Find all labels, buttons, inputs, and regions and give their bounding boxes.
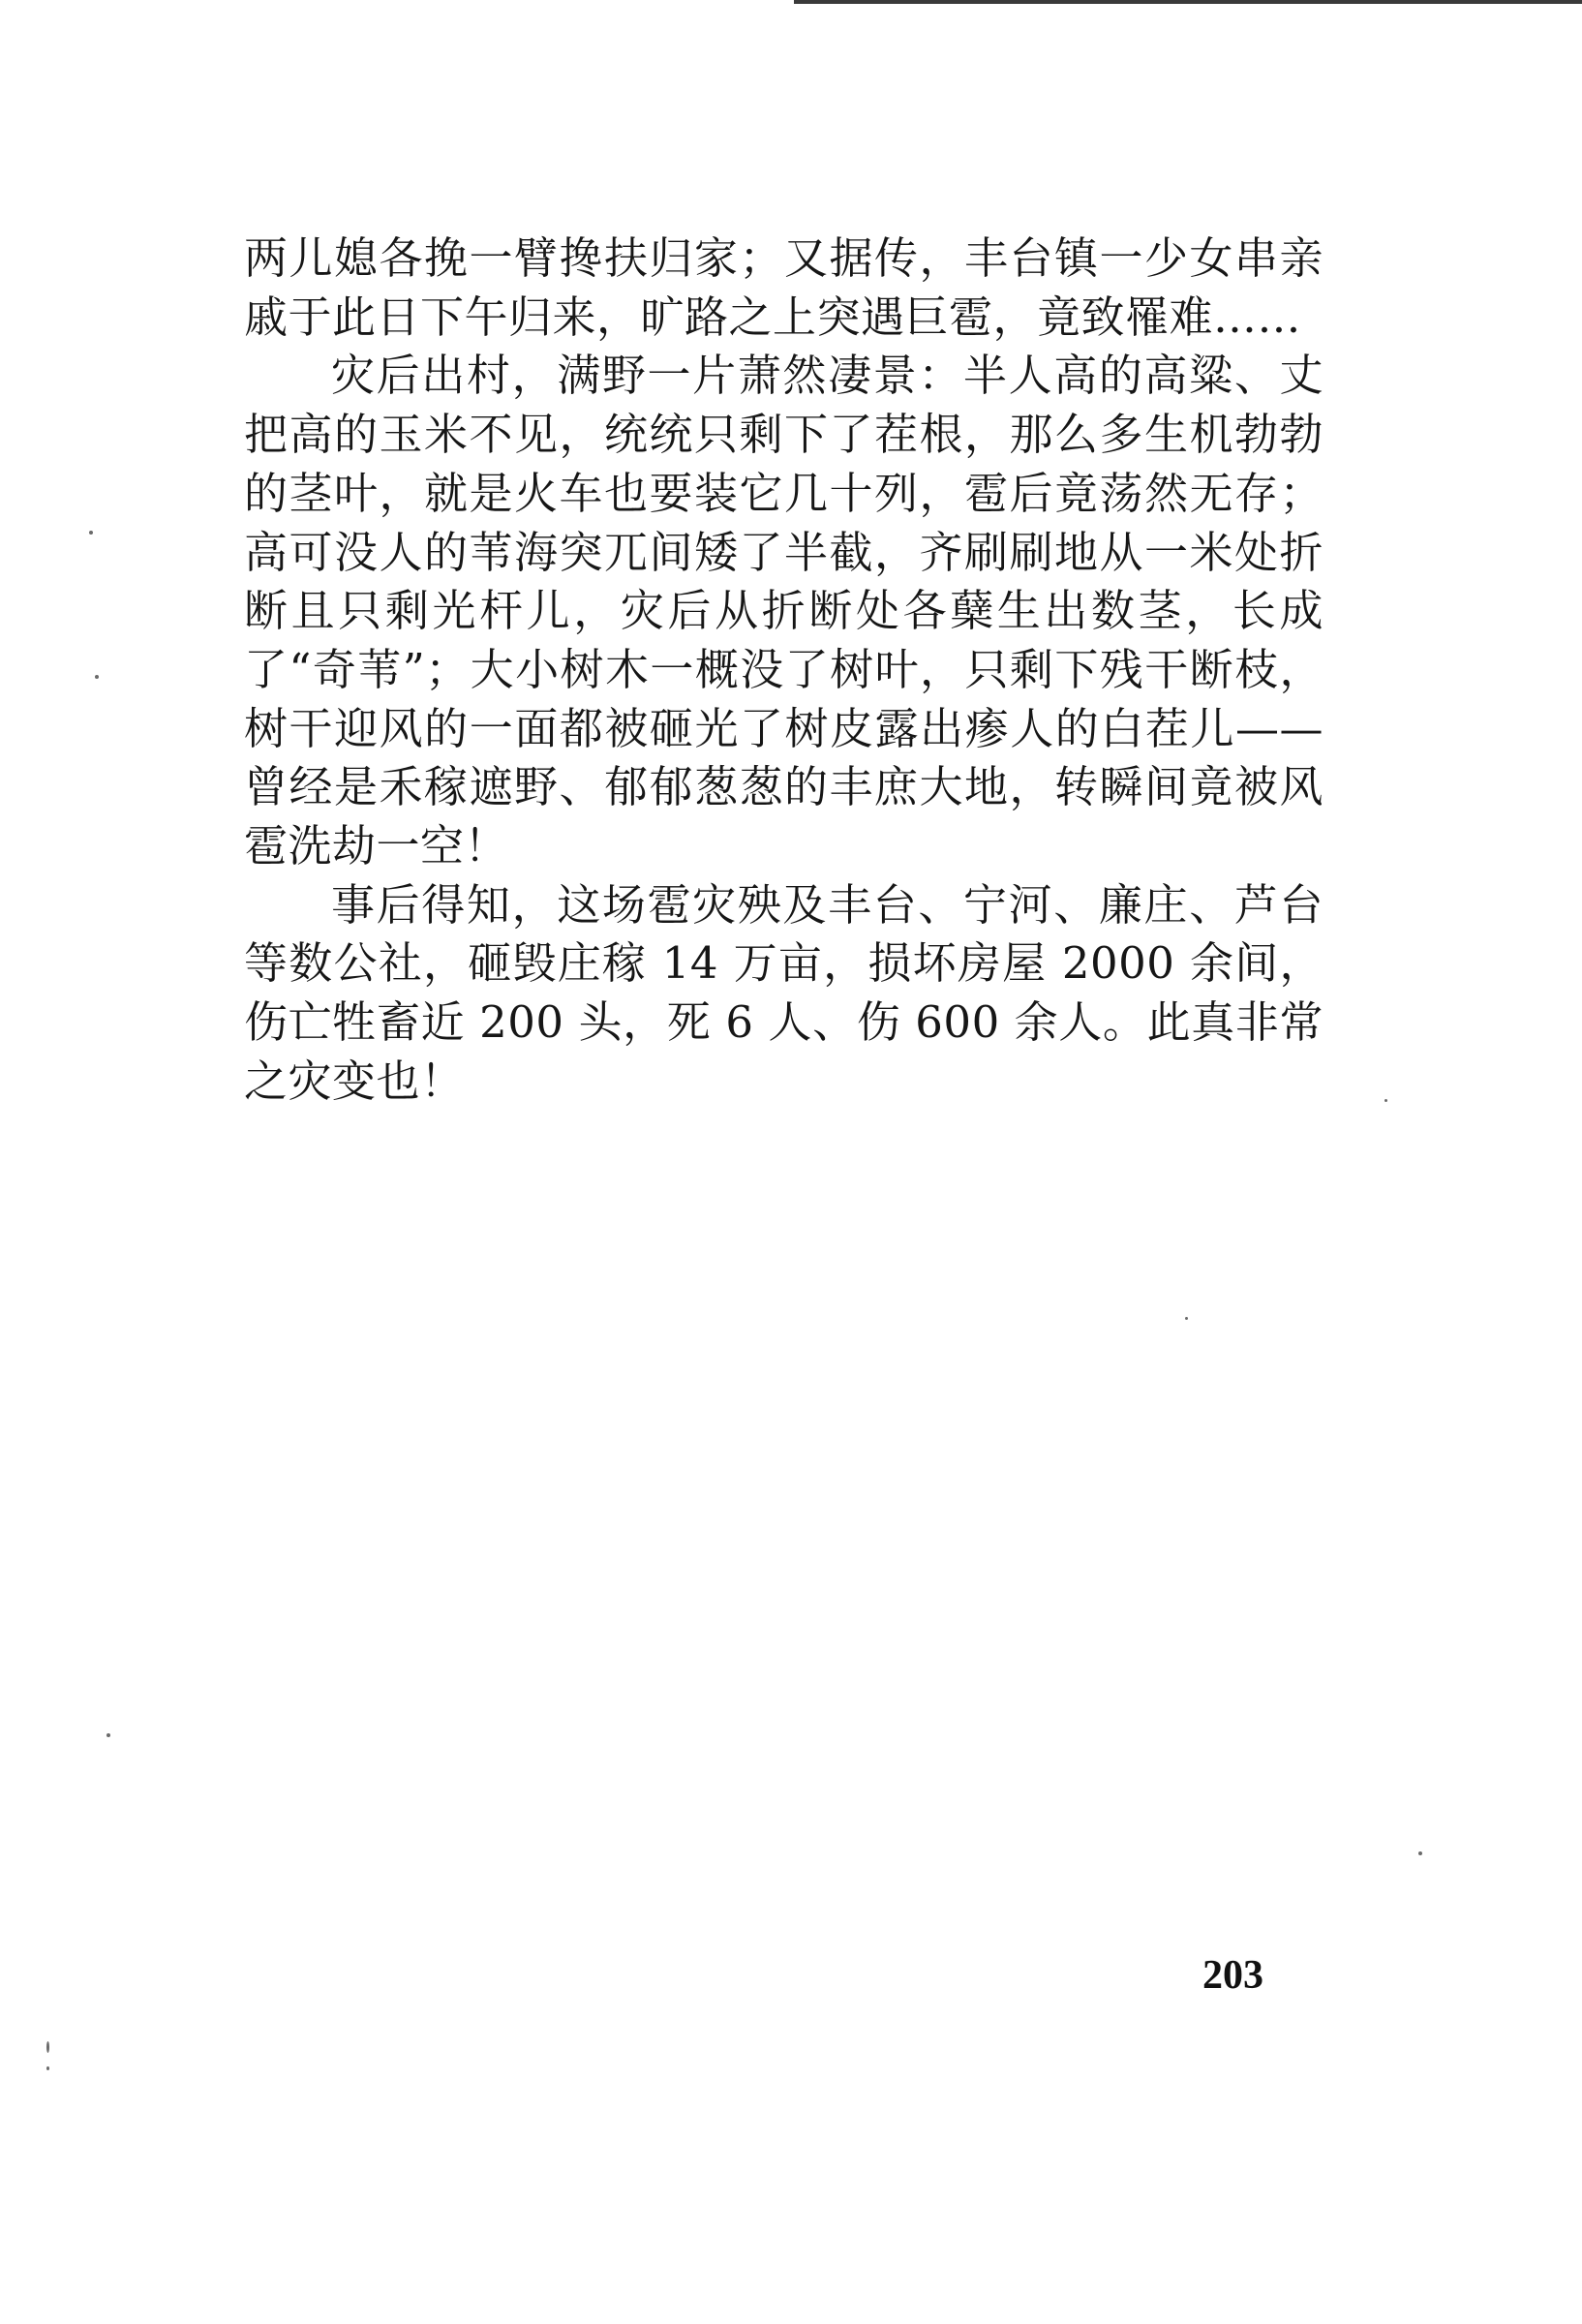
body-text: [244, 229, 1323, 1112]
header-rule: [794, 0, 1582, 4]
page-number: 203: [1202, 1953, 1263, 1998]
paragraph: 事后得知，这场雹灾殃及丰台、宁河、廉庄、芦台等数公社，砸毁庄稼 14 万亩，损坏房屋 2000 余间，伤亡牲畜近 200 头，死 6 人、伤 600 余人。此真非常之灾变也！: [244, 878, 1323, 1107]
scan-speck: [1418, 1851, 1422, 1855]
scan-speck: [46, 2041, 49, 2053]
scan-speck: [1185, 1317, 1188, 1320]
paragraph: 灾后出村，满野一片萧然凄景：半人高的高粱、丈把高的玉米不见，统统只剩下了茬根，那么多生机勃勃的茎叶，就是火车也要装它几十列，雹后竟荡然无存；高可没人的苇海突兀间矮了半截，齐刷刷地从一米处折断且只剩光杆儿，灾后从折断处各蘖生出数茎，长成了“奇苇”；大小树木一概没了树叶，只剩下残干断枝，树干迎风的一面都被砸光了树皮露出瘆人的白茬儿——曾经是禾稼遮野、郁郁葱葱的丰庶大地，转瞬间竟被风雹洗劫一空！: [244, 350, 1323, 872]
scan-speck: [46, 2066, 49, 2070]
scan-speck: [106, 1733, 110, 1737]
paragraph-continued: 两儿媳各挽一臂搀扶归家；又据传，丰台镇一少女串亲戚于此日下午归来，旷路之上突遇巨雹，竟致罹难……: [244, 232, 1323, 343]
scan-speck: [95, 675, 99, 679]
scan-speck: [1384, 1099, 1387, 1102]
scan-speck: [89, 531, 93, 535]
